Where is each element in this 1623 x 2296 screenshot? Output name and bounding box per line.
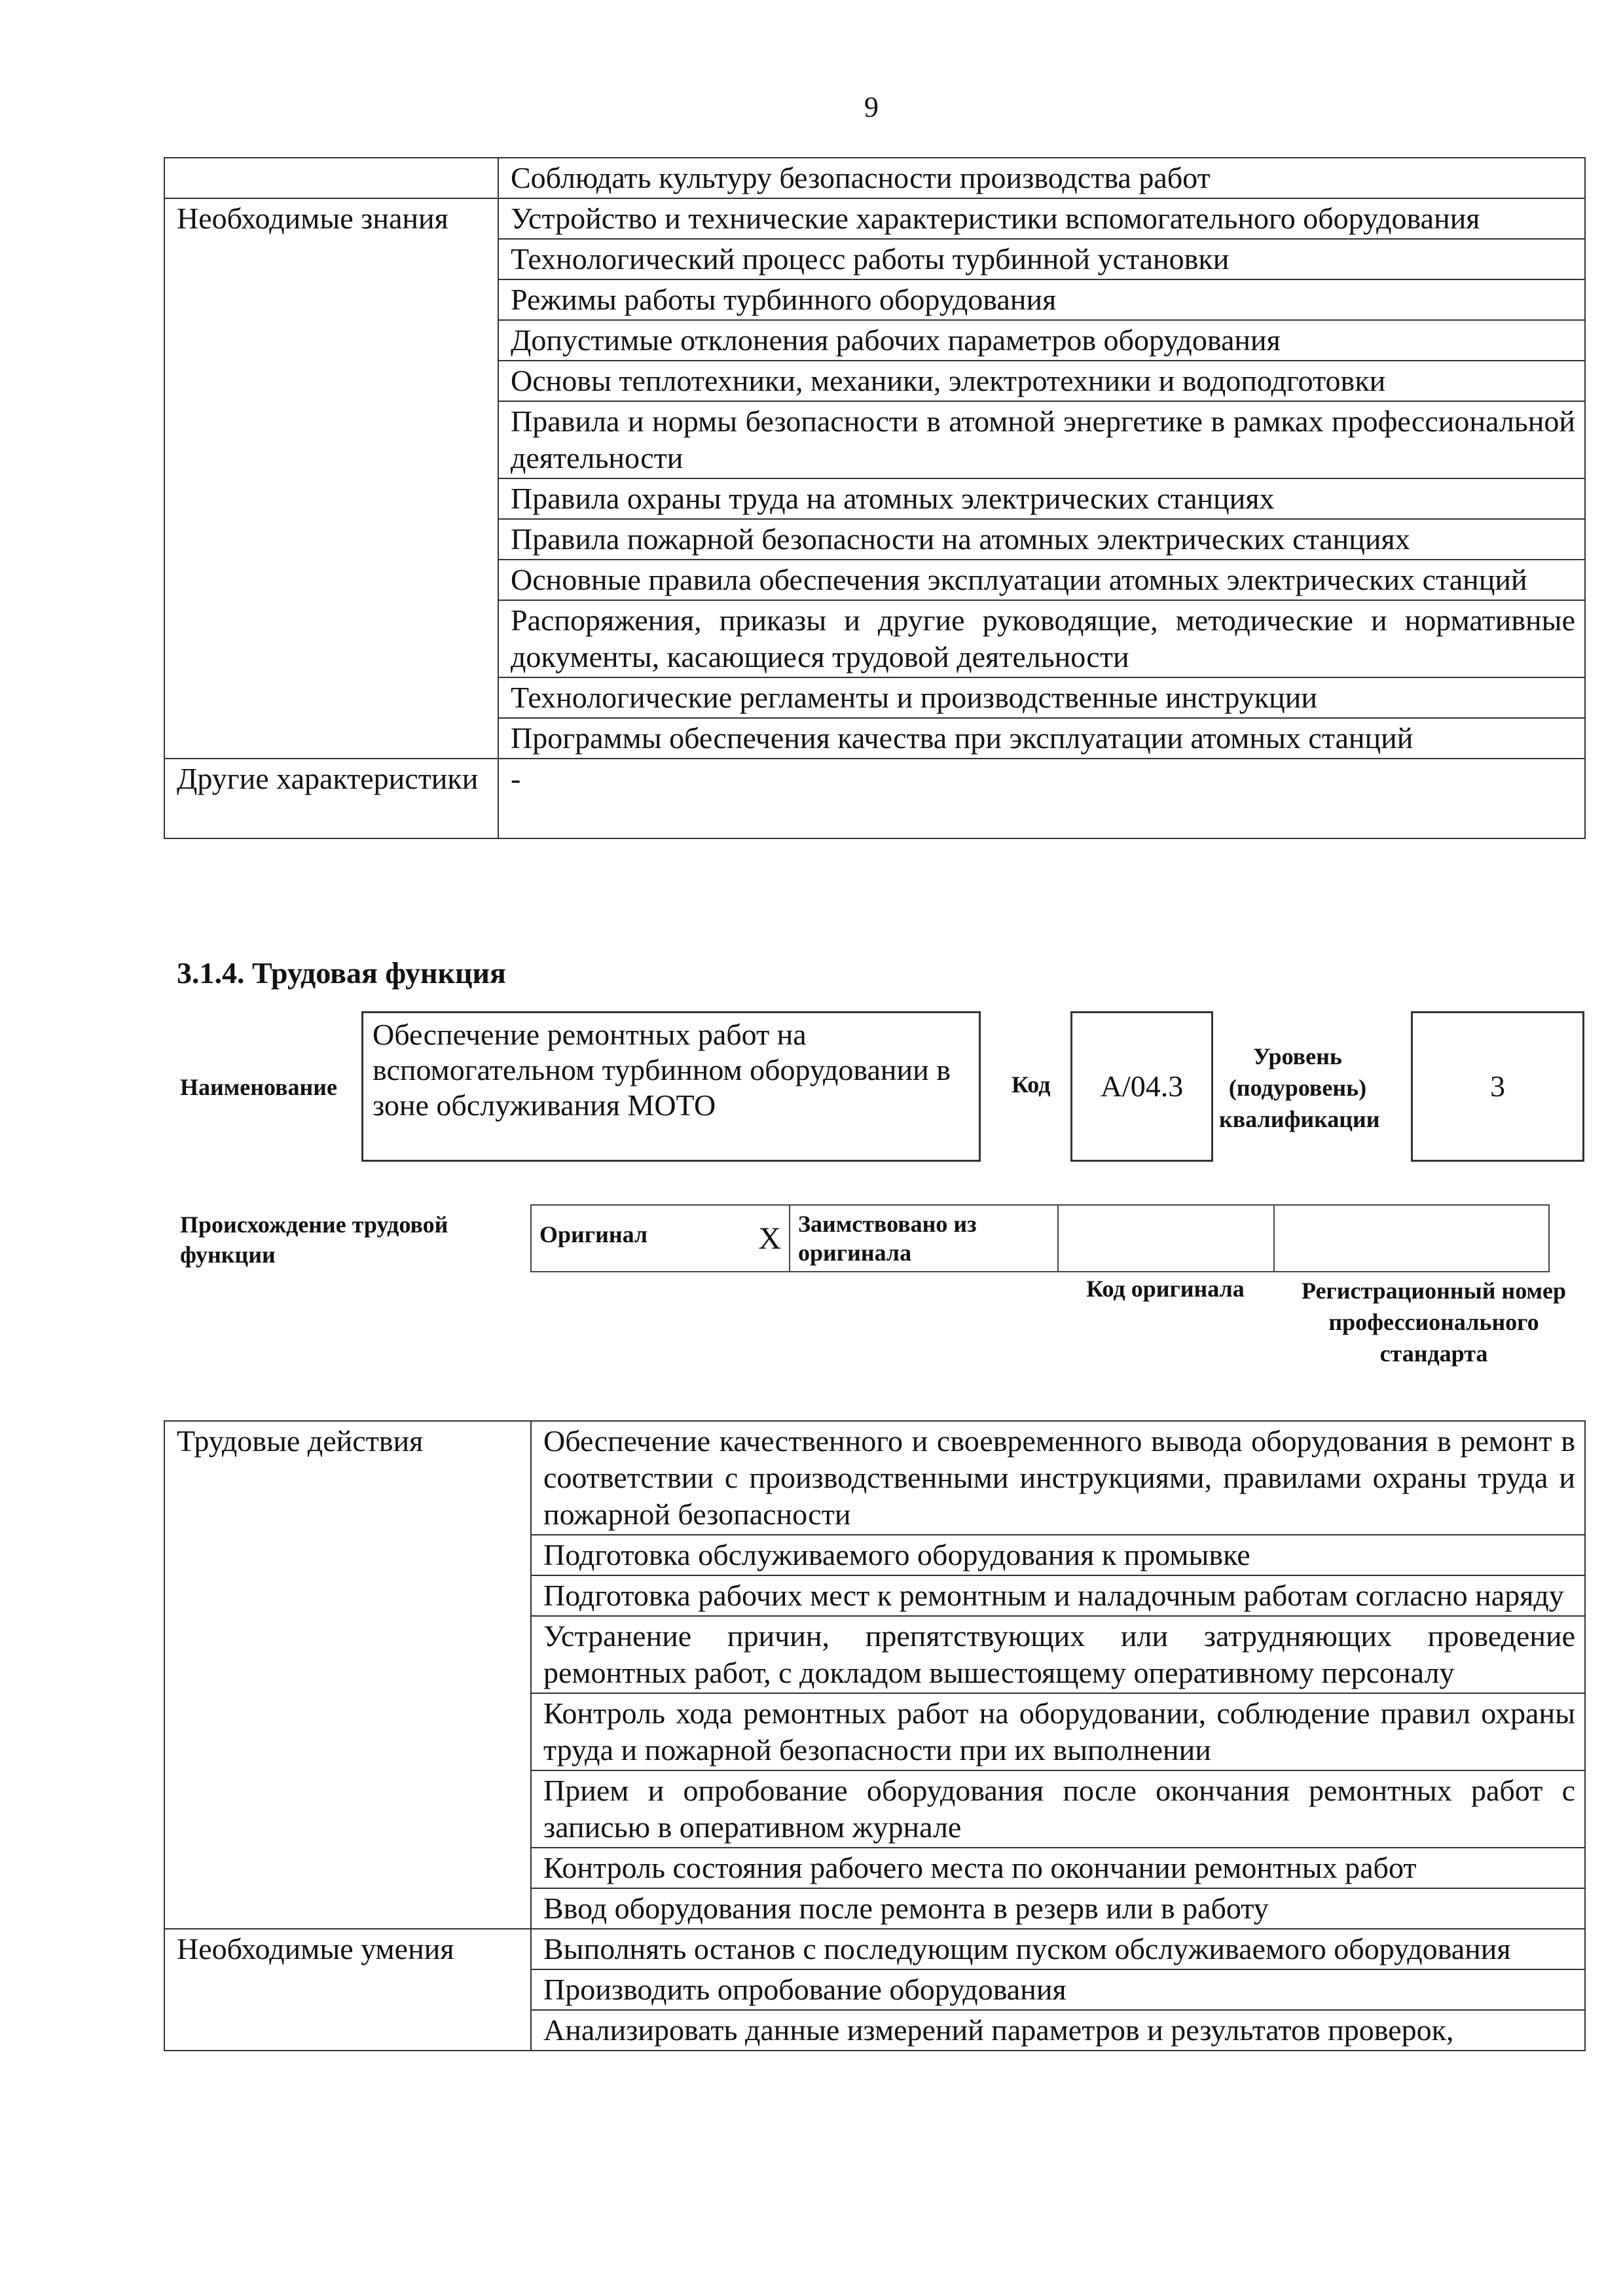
skill-item: Анализировать данные измерений параметров и результатов проверок, [531,2010,1585,2051]
action-item: Контроль хода ремонтных работ на оборудовании, соблюдение правил охраны труда и пожарной безопасности при их выполнении [531,1693,1585,1770]
function-name-box: Обеспечение ремонтных работ на вспомогательном турбинном оборудовании в зоне обслуживания МОТО [361,1011,981,1162]
code-value-box: А/04.3 [1070,1011,1213,1162]
code-original-caption: Код оригинала [1086,1276,1245,1302]
action-item: Контроль состояния рабочего места по окончании ремонтных работ [531,1848,1585,1888]
knowledge-item: Технологический процесс работы турбинной установки [498,239,1585,279]
knowledge-item: Правила и нормы безопасности в атомной энергетике в рамках профессиональной деятельности [498,401,1585,478]
knowledge-item: Правила охраны труда на атомных электрических станциях [498,478,1585,519]
actions-label: Трудовые действия [164,1421,531,1929]
level-value-box: 3 [1411,1011,1584,1162]
table-row [531,1205,1549,1272]
knowledge-item: Устройство и технические характеристики вспомогательного оборудования [498,198,1585,239]
level-label: Уровень (подуровень) квалификации [1219,1043,1380,1132]
action-item: Подготовка рабочих мест к ремонтным и наладочным работам согласно наряду [531,1575,1585,1616]
knowledge-item: Технологические регламенты и производственные инструкции [498,677,1585,718]
reg-number-caption: Регистрационный номер профессионального стандарта [1301,1278,1567,1367]
original-cell [531,1205,790,1272]
table-row [164,759,1585,838]
table-cell: Соблюдать культуру безопасности производства работ [498,158,1585,198]
other-characteristics-label: Другие характеристики [164,759,498,838]
knowledge-item: Допустимые отклонения рабочих параметров оборудования [498,320,1585,361]
action-item: Устранение причин, препятствующих или затрудняющих проведение ремонтных работ, с докладом вышестоящему оперативному персоналу [531,1616,1585,1693]
knowledge-table [164,157,1586,839]
other-characteristics-value: - [498,759,1585,838]
table-cell-empty [164,158,498,198]
origin-label: Происхождение трудовой функции [180,1211,448,1268]
skills-label: Необходимые умения [164,1929,531,2051]
actions-table [164,1420,1586,2051]
section-title: 3.1.4. Трудовая функция [177,956,506,990]
knowledge-item: Программы обеспечения качества при эксплуатации атомных станций [498,718,1585,759]
skill-item: Производить опробование оборудования [531,1969,1585,2010]
action-item: Обеспечение качественного и своевременного вывода оборудования в ремонт в соответствии с производственными инструкциями, правилами охраны труда и пожарной безопасности [531,1421,1585,1535]
name-label: Наименование [180,1074,337,1100]
knowledge-item: Режимы работы турбинного оборудования [498,279,1585,320]
knowledge-item: Распоряжения, приказы и другие руководящие, методические и нормативные документы, касающиеся трудовой деятельности [498,600,1585,677]
action-item: Ввод оборудования после ремонта в резерв или в работу [531,1888,1585,1929]
reg-number-cell [1274,1205,1549,1272]
table-row [164,198,1585,239]
table-row [164,158,1585,198]
origin-table [530,1204,1550,1272]
action-item: Прием и опробование оборудования после окончания ремонтных работ с записью в оперативном журнале [531,1770,1585,1848]
knowledge-item: Правила пожарной безопасности на атомных электрических станциях [498,519,1585,560]
action-item: Подготовка обслуживаемого оборудования к промывке [531,1535,1585,1575]
knowledge-label: Необходимые знания [164,198,498,759]
table-row [164,1421,1585,1535]
borrowed-label: Заимствовано из оригинала [790,1205,1058,1272]
page-number: 9 [864,91,879,123]
code-original-cell [1058,1205,1274,1272]
skill-item: Выполнять останов с последующим пуском обслуживаемого оборудования [531,1929,1585,1969]
original-mark: X [758,1221,781,1256]
knowledge-item: Основные правила обеспечения эксплуатации атомных электрических станций [498,560,1585,600]
original-label: Оригинал [539,1221,648,1247]
table-row [164,1929,1585,1969]
code-label: Код [1012,1071,1051,1098]
knowledge-item: Основы теплотехники, механики, электротехники и водоподготовки [498,361,1585,401]
